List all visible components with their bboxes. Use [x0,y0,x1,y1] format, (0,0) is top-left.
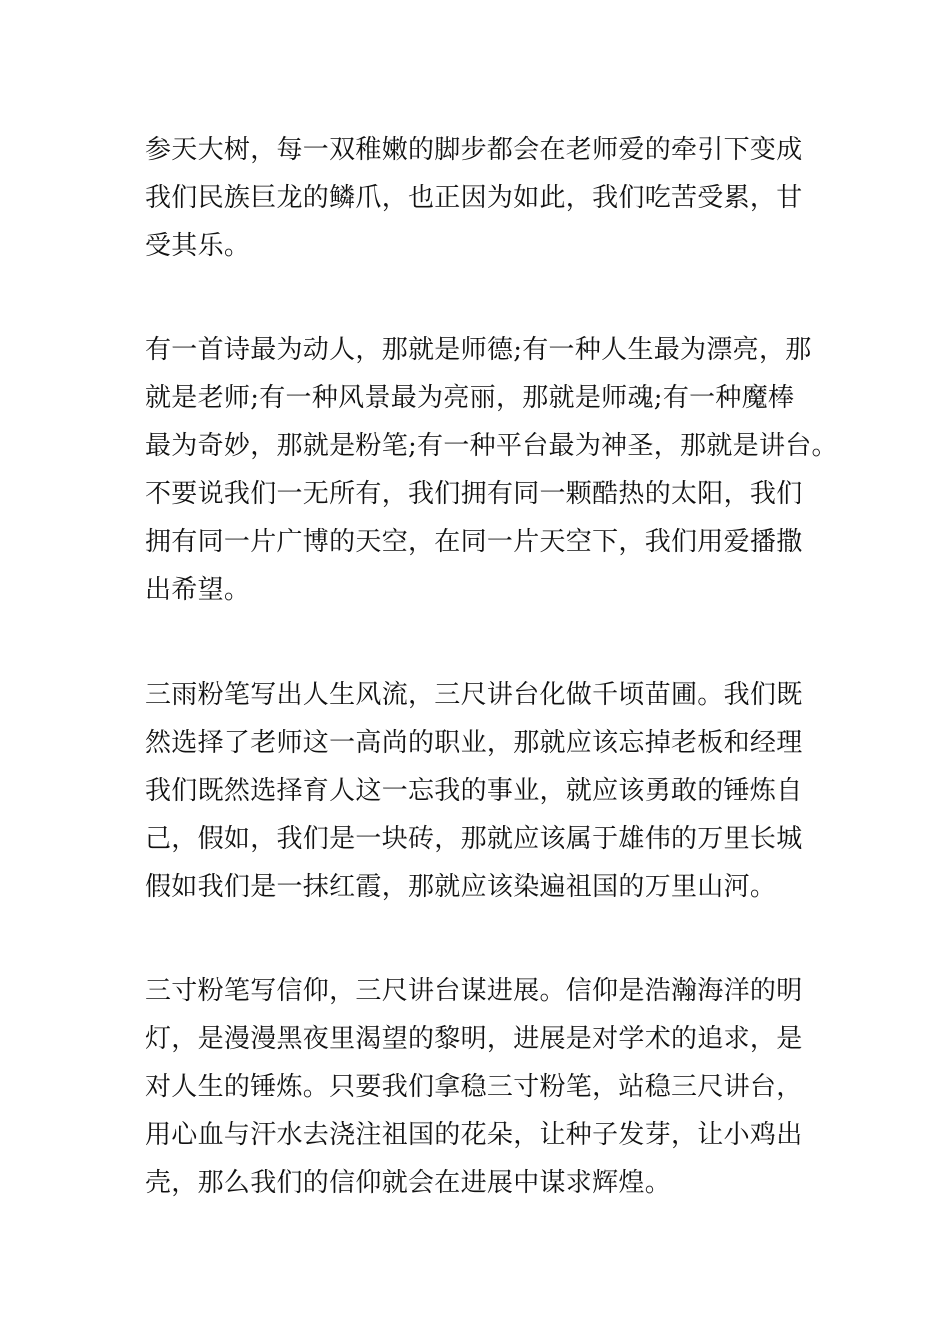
text-line: 对人生的锤炼。只要我们拿稳三寸粉笔，站稳三尺讲台， [145,1072,803,1102]
text-line: 不要说我们一无所有，我们拥有同一颗酷热的太阳，我们 [145,479,803,509]
text-line: 然选择了老师这一高尚的职业，那就应该忘掉老板和经理 [145,728,803,758]
text-line: 有一首诗最为动人，那就是师德;有一种人生最为漂亮，那 [145,335,812,365]
text-line: 受其乐。 [145,231,251,261]
text-line: 我们民族巨龙的鳞爪，也正因为如此，我们吃苦受累，甘 [145,183,803,213]
text-line: 用心血与汗水去浇注祖国的花朵，让种子发芽，让小鸡出 [145,1120,803,1150]
text-line: 己，假如，我们是一块砖，那就应该属于雄伟的万里长城 [145,824,803,854]
text-line: 我们既然选择育人这一忘我的事业，就应该勇敢的锤炼自 [145,776,803,806]
text-line: 壳，那么我们的信仰就会在进展中谋求辉煌。 [145,1168,672,1198]
text-line: 参天大树，每一双稚嫩的脚步都会在老师爱的牵引下变成 [145,135,803,165]
text-line: 三雨粉笔写出人生风流，三尺讲台化做千顷苗圃。我们既 [145,680,803,710]
text-line: 假如我们是一抹红霞，那就应该染遍祖国的万里山河。 [145,872,777,902]
text-line: 出希望。 [145,575,251,605]
text-line: 拥有同一片广博的天空，在同一片天空下，我们用爱播撒 [145,527,803,557]
text-line: 就是老师;有一种风景最为亮丽，那就是师魂;有一种魔棒 [145,383,795,413]
text-line: 三寸粉笔写信仰，三尺讲台谋进展。信仰是浩瀚海洋的明 [145,976,803,1006]
text-line: 最为奇妙，那就是粉笔;有一种平台最为神圣，那就是讲台。 [145,431,838,461]
text-line: 灯，是漫漫黑夜里渴望的黎明，进展是对学术的追求，是 [145,1024,803,1054]
